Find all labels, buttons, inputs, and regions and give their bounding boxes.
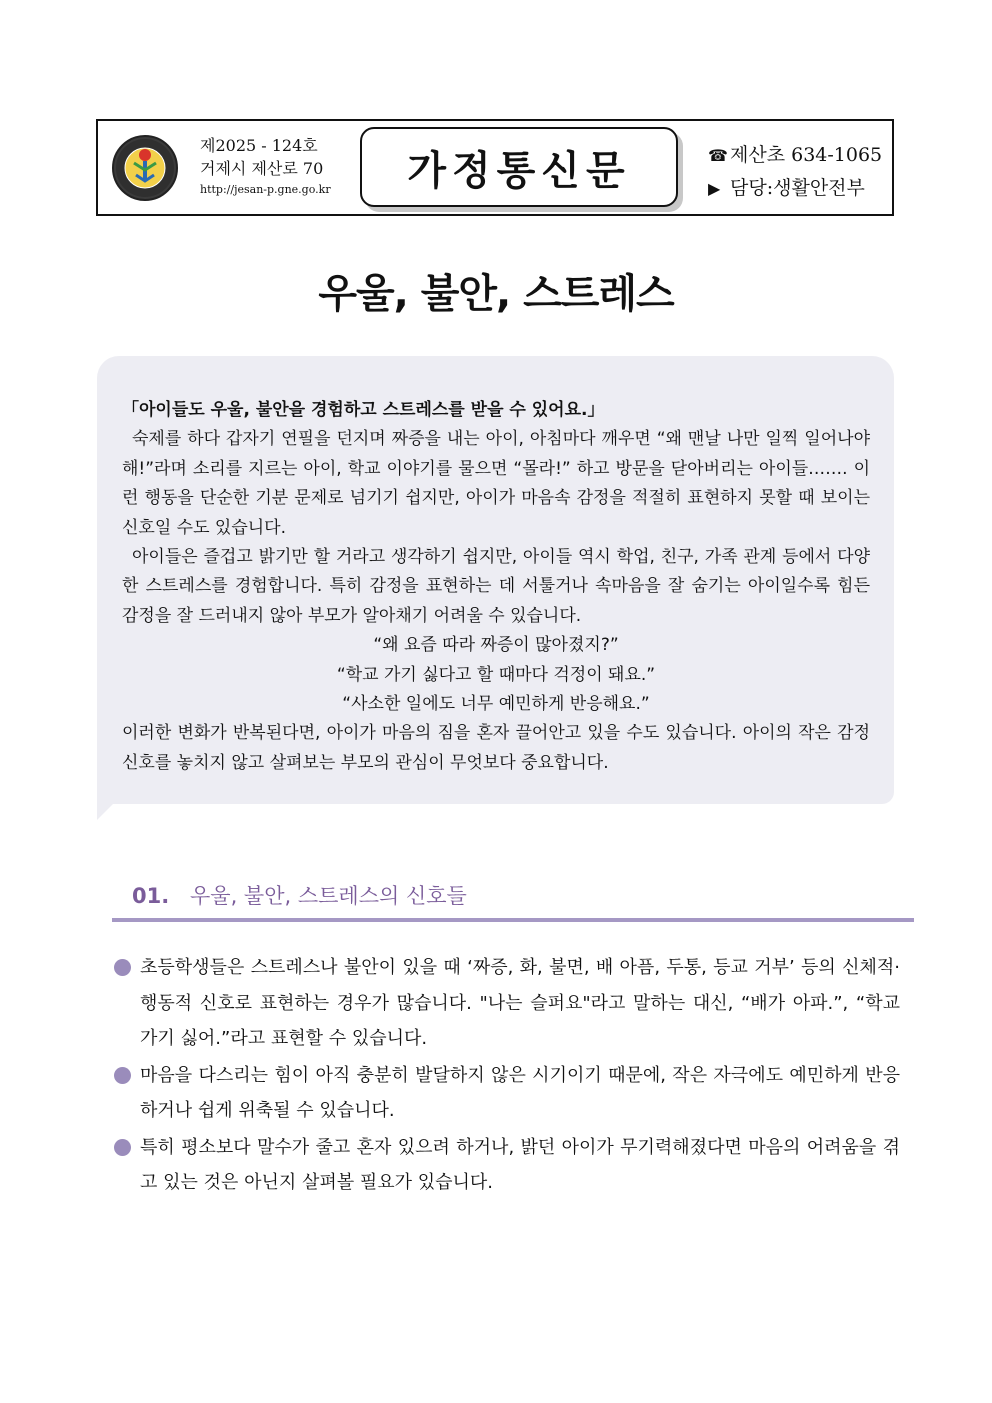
triangle-right-icon: ▶ xyxy=(708,179,721,198)
newsletter-title-box xyxy=(360,127,678,207)
school-address: 거제시 제산로 70 xyxy=(200,159,324,178)
bullet-dot-icon xyxy=(114,1139,131,1156)
phone-icon: ☎ xyxy=(708,146,728,165)
section-title: 우울, 불안, 스트레스의 신호들 xyxy=(190,884,467,908)
page-title: 우울, 불안, 스트레스 xyxy=(318,271,674,317)
newsletter-header xyxy=(96,119,894,216)
intro-quote: “학교 가기 싫다고 할 때마다 걱정이 돼요.” xyxy=(336,664,656,685)
section-number: 01. xyxy=(132,884,170,908)
section-divider xyxy=(112,918,914,922)
contact-info xyxy=(708,139,882,205)
bullet-dot-icon xyxy=(114,1067,131,1084)
phone-number: 제산초 634-1065 xyxy=(730,144,883,166)
list-item xyxy=(112,950,900,1057)
intro-paragraph: 이러한 변화가 반복된다면, 아이가 마음의 짐을 혼자 끌어안고 있을 수도 있습니다. 아이의 작은 감정 신호를 놓치지 않고 살펴보는 부모의 관심이 무엇보다 중요합니다. xyxy=(122,723,870,773)
list-item-text: 초등학생들은 스트레스나 불안이 있을 때 ‘짜증, 화, 불면, 배 아픔, 두통, 등교 거부’ 등의 신체적·행동적 신호로 표현하는 경우가 많습니다. "나는 슬퍼요"라고 말하는 대신, “배가 아파.”, “학교 가기 싫어.”라고 표현할 수 있습니다. xyxy=(140,957,900,1049)
list-item-text: 마음을 다스리는 힘이 아직 충분히 발달하지 않은 시기이기 때문에, 작은 자극에도 예민하게 반응하거나 쉽게 위축될 수 있습니다. xyxy=(140,1064,900,1121)
intro-box-tail xyxy=(97,790,127,820)
section-heading xyxy=(132,880,467,910)
school-url[interactable]: http://jesan-p.gne.go.kr xyxy=(200,183,331,196)
intro-quote: “사소한 일에도 너무 예민하게 반응해요.” xyxy=(342,694,650,715)
issue-info xyxy=(200,135,331,199)
intro-text xyxy=(122,396,870,778)
intro-lead: 「아이들도 우울, 불안을 경험하고 스트레스를 받을 수 있어요.」 xyxy=(122,400,605,420)
bullet-dot-icon xyxy=(114,959,131,976)
intro-paragraph: 숙제를 하다 갑자기 연필을 던지며 짜증을 내는 아이, 아침마다 깨우면 “왜 맨날 나만 일찍 일어나야 해!”라며 소리를 지르는 아이, 학교 이야기를 물으면 “몰라!” 하고 방문을 닫아버리는 아이들……. 이런 행동을 단순한 기분 문제로 넘기기 쉽지만, 아이가 마음속 감정을 적절히 표현하지 못할 때 보이는 신호일 수도 있습니다. xyxy=(122,429,870,538)
department: 담당:생활안전부 xyxy=(730,177,865,199)
newsletter-title: 가정통신문 xyxy=(407,146,631,194)
list-item xyxy=(112,1058,900,1129)
bullet-list xyxy=(112,950,900,1202)
list-item xyxy=(112,1130,900,1201)
list-item-text: 특히 평소보다 말수가 줄고 혼자 있으려 하거나, 밝던 아이가 무기력해졌다면 마음의 어려움을 겪고 있는 것은 아닌지 살펴볼 필요가 있습니다. xyxy=(140,1136,900,1193)
intro-quote: “왜 요즘 따라 짜증이 많아졌지?” xyxy=(373,635,619,656)
issue-number: 제2025 - 124호 xyxy=(200,136,318,155)
intro-paragraph: 아이들은 즐겁고 밝기만 할 거라고 생각하기 쉽지만, 아이들 역시 학업, 친구, 가족 관계 등에서 다양한 스트레스를 경험합니다. 특히 감정을 표현하는 데 서툴거나 속마음을 잘 숨기는 아이일수록 힘든 감정을 잘 드러내지 않아 부모가 알아채기 어려울 수 있습니다. xyxy=(122,547,870,626)
school-emblem-icon xyxy=(112,135,178,201)
